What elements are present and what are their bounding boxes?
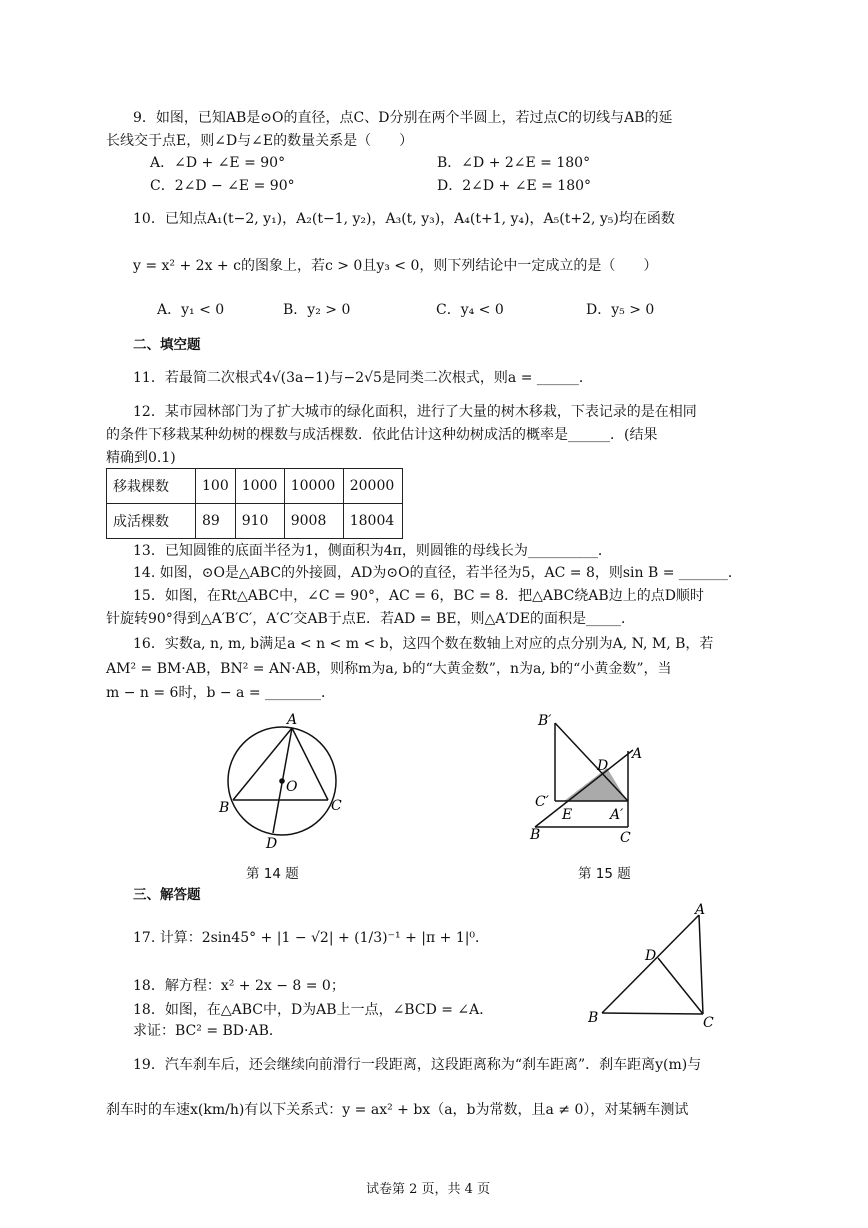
q10-option-b: B．y₂ > 0 (283, 302, 351, 318)
label-a: A (695, 902, 706, 918)
label-b-prime: B′ (538, 713, 552, 729)
table-row (107, 504, 403, 539)
figure-15-caption: 第 15 题 (578, 866, 631, 882)
q12-table (106, 468, 403, 539)
q18-line1: 18．如图，在△ABC中，D为AB上一点，∠BCD = ∠A． (133, 1002, 494, 1018)
label-b: B (588, 1010, 599, 1026)
label-a: A (287, 712, 298, 728)
q16-line1: 16．实数a, n, m, b满足a < n < m < b，这四个数在数轴上对应的点分别为A, N, M, B，若 (133, 636, 714, 652)
q15-line1: 15．如图，在Rt△ABC中，∠C = 90°，AC = 6，BC = 8．把△ABC绕AB边上的点D顺时 (133, 588, 704, 604)
q10-line2: y = x² + 2x + c的图象上，若c > 0且y₃ < 0，则下列结论中一定成立的是（ ） (133, 258, 658, 274)
label-a: A (632, 746, 643, 762)
label-b: B (219, 800, 230, 816)
figure-15 (520, 708, 650, 853)
table-cell: 成活棵数 (107, 504, 196, 539)
section-answer-heading: 三、解答题 (133, 887, 201, 903)
figure-14 (210, 708, 350, 853)
q12-line3: 精确到0.1) (106, 450, 176, 466)
q16-line2: AM² = BM·AB，BN² = AN·AB，则称m为a, b的“大黄金数”，n为a, b的“小黄金数”，当 (106, 661, 672, 677)
table-cell: 910 (235, 504, 284, 539)
table-row (107, 469, 403, 504)
q9-option-a: A．∠D + ∠E = 90° (150, 155, 286, 171)
q13: 13．已知圆锥的底面半径为1，侧面积为4π，则圆锥的母线长为__________． (133, 543, 612, 559)
table-cell: 18004 (343, 504, 402, 539)
q19-line1: 19．汽车刹车后，还会继续向前滑行一段距离，这段距离称为“刹车距离”．刹车距离y(m)与 (133, 1057, 702, 1073)
table-cell: 10000 (284, 469, 343, 504)
q14: 14. 如图，⊙O是△ABC的外接圆，AD为⊙O的直径，若半径为5，AC = 8，则sin B = _______． (133, 565, 742, 581)
q9-option-d: D．2∠D + ∠E = 180° (437, 178, 592, 194)
q16-line3: m − n = 6时，b − a = ________． (106, 685, 336, 701)
label-d: D (597, 758, 609, 774)
q10-line1: 10．已知点A₁(t−2, y₁)，A₂(t−1, y₂)，A₃(t, y₃)，A₄(t+1, y₄)，A₅(t+2, y₅)均在函数 (133, 211, 675, 227)
table-cell: 89 (196, 504, 236, 539)
table-cell: 1000 (235, 469, 284, 504)
table-cell: 20000 (343, 469, 402, 504)
q9-line2: 长线交于点E，则∠D与∠E的数量关系是（ ） (106, 133, 414, 149)
q18-line2: 求证：BC² = BD·AB． (133, 1023, 283, 1039)
q10-option-c: C．y₄ < 0 (436, 302, 504, 318)
q19-line2: 刹车时的车速x(km/h)有以下关系式：y = ax² + bx（a，b为常数，且a ≠ 0），对某辆车测试 (106, 1102, 689, 1118)
q12-line2: 的条件下移栽某种幼树的棵数与成活棵数．依此估计这种幼树成活的概率是______．(结果 (106, 427, 658, 443)
figure-18 (582, 900, 732, 1030)
label-d: D (266, 836, 278, 852)
q9-line1: 9．如图，已知AB是⊙O的直径，点C、D分别在两个半圆上，若过点C的切线与AB的延 (133, 110, 673, 126)
label-c: C (703, 1015, 714, 1030)
page-footer: 试卷第 2 页，共 4 页 (366, 1182, 491, 1197)
table-cell: 移栽棵数 (107, 469, 196, 504)
label-e: E (562, 807, 573, 823)
label-d: D (645, 948, 657, 964)
q9-option-c: C．2∠D − ∠E = 90° (150, 178, 295, 194)
q10-option-a: A．y₁ < 0 (157, 302, 225, 318)
section-fill-in-heading: 二、填空题 (133, 337, 201, 353)
figure-14-caption: 第 14 题 (246, 866, 299, 882)
q18-equation: 18．解方程：x² + 2x − 8 = 0； (133, 978, 345, 994)
label-c: C (620, 830, 631, 846)
q10-option-d: D．y₅ > 0 (586, 302, 655, 318)
q15-line2: 针旋转90°得到△A′B′C′，A′C′交AB于点E．若AD = BE，则△A′DE的面积是_____． (106, 611, 635, 627)
table-cell: 100 (196, 469, 236, 504)
label-b: B (530, 827, 541, 843)
q12-line1: 12．某市园林部门为了扩大城市的绿化面积，进行了大量的树木移栽，下表记录的是在相同 (133, 404, 697, 420)
label-a-prime: A′ (610, 807, 624, 823)
label-c-prime: C′ (535, 794, 549, 810)
label-o: O (286, 779, 298, 795)
q17: 17. 计算：2sin45° + |1 − √2| + (1/3)⁻¹ + |π + 1|⁰． (133, 930, 490, 946)
q11: 11．若最简二次根式4√(3a−1)与−2√5是同类二次根式，则a = ______． (133, 370, 593, 386)
label-c: C (331, 798, 342, 814)
table-cell: 9008 (284, 504, 343, 539)
q9-option-b: B．∠D + 2∠E = 180° (437, 155, 591, 171)
